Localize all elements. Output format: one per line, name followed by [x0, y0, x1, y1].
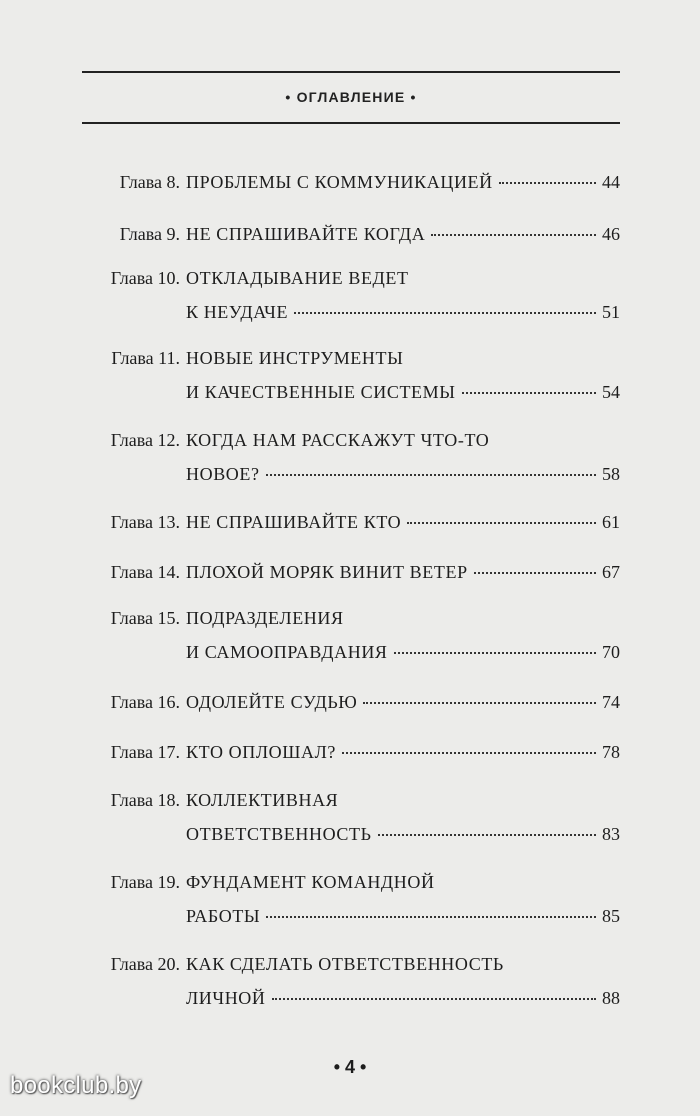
toc-leader-dots	[499, 182, 596, 184]
toc-title-line: ОДОЛЕЙТЕ СУДЬЮ	[186, 692, 358, 712]
toc-page-number: 67	[602, 562, 620, 582]
toc-page-number: 83	[602, 824, 620, 844]
toc-title-line: ОТВЕТСТВЕННОСТЬ	[186, 824, 372, 844]
toc-title-line: КОГДА НАМ РАССКАЖУТ ЧТО-ТО	[186, 430, 490, 450]
toc-title-line: КТО ОПЛОШАЛ?	[186, 742, 337, 762]
toc-title-line: КОЛЛЕКТИВНАЯ	[186, 790, 339, 810]
toc-page-number: 78	[602, 742, 620, 762]
toc-chapter-label: Глава 13.	[110, 512, 180, 532]
toc-title-line: К НЕУДАЧЕ	[186, 302, 289, 322]
toc-title-row	[186, 172, 620, 193]
toc-title-row	[186, 512, 620, 533]
toc-chapter-label: Глава 8.	[119, 172, 180, 192]
toc-chapter-label: Глава 12.	[110, 430, 180, 450]
toc-chapter-label: Глава 16.	[110, 692, 180, 712]
toc-title-line: РАБОТЫ	[186, 906, 261, 926]
toc-page-number: 44	[602, 172, 620, 192]
toc-chapter-label: Глава 10.	[110, 268, 180, 288]
toc-title-row	[186, 224, 620, 245]
toc-title-line: НОВЫЕ ИНСТРУМЕНТЫ	[186, 348, 404, 368]
toc-title-line: ФУНДАМЕНТ КОМАНДНОЙ	[186, 872, 435, 892]
header-bottom-rule	[82, 122, 620, 124]
toc-leader-dots	[431, 234, 596, 236]
toc-title-row	[186, 988, 620, 1009]
toc-chapter-label: Глава 19.	[110, 872, 180, 892]
toc-leader-dots	[266, 916, 596, 918]
header-top-rule	[82, 71, 620, 73]
toc-page-number: 61	[602, 512, 620, 532]
toc-leader-dots	[474, 572, 596, 574]
watermark: bookclub.by	[10, 1072, 142, 1099]
toc-title-row	[186, 824, 620, 845]
toc-chapter-label: Глава 14.	[110, 562, 180, 582]
toc-chapter-label: Глава 9.	[119, 224, 180, 244]
toc-title-line: ПЛОХОЙ МОРЯК ВИНИТ ВЕТЕР	[186, 562, 468, 582]
toc-chapter-label: Глава 15.	[110, 608, 180, 628]
toc-title-line: НОВОЕ?	[186, 464, 260, 484]
toc-leader-dots	[462, 392, 596, 394]
running-head: • ОГЛАВЛЕНИЕ •	[285, 89, 417, 105]
toc-leader-dots	[378, 834, 596, 836]
toc-title-line: ОТКЛАДЫВАНИЕ ВЕДЕТ	[186, 268, 409, 288]
toc-leader-dots	[342, 752, 596, 754]
toc-title-line: КАК СДЕЛАТЬ ОТВЕТСТВЕННОСТЬ	[186, 954, 504, 974]
toc-leader-dots	[407, 522, 596, 524]
toc-leader-dots	[394, 652, 596, 654]
toc-title-line: ЛИЧНОЙ	[186, 988, 266, 1008]
toc-title-row	[186, 302, 620, 323]
toc-title-line: ПРОБЛЕМЫ С КОММУНИКАЦИЕЙ	[186, 172, 493, 192]
toc-chapter-label: Глава 17.	[110, 742, 180, 762]
toc-title-row	[186, 642, 620, 663]
toc-page-number: 88	[602, 988, 620, 1008]
toc-title-line: НЕ СПРАШИВАЙТЕ КТО	[186, 512, 402, 532]
toc-page-number: 51	[602, 302, 620, 322]
toc-leader-dots	[272, 998, 596, 1000]
toc-page-number: 58	[602, 464, 620, 484]
toc-page-number: 85	[602, 906, 620, 926]
toc-page-number: 74	[602, 692, 620, 712]
toc-page-number: 54	[602, 382, 620, 402]
toc-title-row	[186, 464, 620, 485]
toc-title-row	[186, 906, 620, 927]
toc-title-row	[186, 742, 620, 763]
toc-title-row	[186, 562, 620, 583]
toc-chapter-label: Глава 11.	[111, 348, 180, 368]
toc-chapter-label: Глава 20.	[110, 954, 180, 974]
toc-page-number: 46	[602, 224, 620, 244]
toc-chapter-label: Глава 18.	[110, 790, 180, 810]
toc-leader-dots	[294, 312, 596, 314]
toc-leader-dots	[363, 702, 596, 704]
toc-leader-dots	[266, 474, 596, 476]
toc-title-row	[186, 382, 620, 403]
page-number: • 4 •	[333, 1057, 367, 1077]
toc-title-line: И КАЧЕСТВЕННЫЕ СИСТЕМЫ	[186, 382, 456, 402]
toc-title-line: ПОДРАЗДЕЛЕНИЯ	[186, 608, 344, 628]
toc-page-number: 70	[602, 642, 620, 662]
toc-title-line: И САМООПРАВДАНИЯ	[186, 642, 388, 662]
toc-title-row	[186, 692, 620, 713]
toc-title-line: НЕ СПРАШИВАЙТЕ КОГДА	[186, 224, 426, 244]
